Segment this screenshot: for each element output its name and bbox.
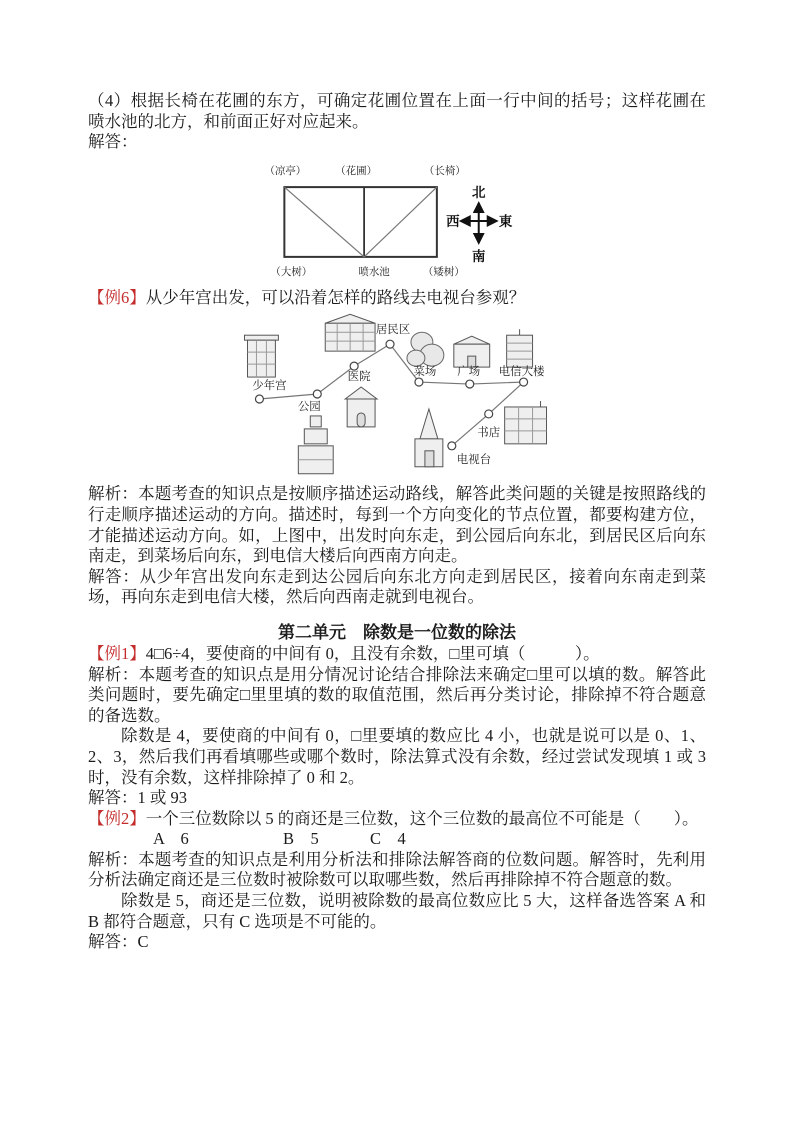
example6-label: 【例6】 xyxy=(88,287,146,307)
example1-label: 【例1】 xyxy=(88,643,146,663)
diagram-label-bigtree: （大树） xyxy=(270,266,313,278)
map-label-market: 菜场 xyxy=(413,366,437,379)
route-node xyxy=(313,390,321,398)
example2-question-text: 一个三位数除以 5 的商还是三位数，这个三位数的最高位不可能是（ ）。 xyxy=(145,808,699,828)
example2-answer: 解答：C xyxy=(88,932,149,952)
route-node xyxy=(350,362,358,370)
diagram-label-fountain: 喷水池 xyxy=(358,266,390,278)
map-label-park: 公园 xyxy=(297,401,321,414)
compass-south-label: 南 xyxy=(472,248,486,264)
option-a: A 6 xyxy=(153,829,189,849)
map-label-hospital: 医院 xyxy=(347,371,371,384)
building-park-icon xyxy=(298,416,333,474)
building-bookstore-icon xyxy=(505,401,547,444)
option-b: B 5 xyxy=(283,829,319,849)
compass-north-label: 北 xyxy=(472,184,486,200)
position-diagram-svg xyxy=(88,157,706,284)
example6-question-text: 从少年宫出发，可以沿着怎样的路线去电视台参观？ xyxy=(145,287,526,307)
building-tv-station-icon xyxy=(415,409,443,467)
example6-question xyxy=(88,288,706,309)
example2-analysis: 解析：本题考查的知识点是利用分析法和排除法解答商的位数问题。解答时，先利用分析法确定商还是三位数时被除数可以取哪些数，然后再排除掉不符合题意的数。 xyxy=(88,849,706,890)
map-label-bookstore: 书店 xyxy=(477,427,501,440)
position-diagram xyxy=(88,157,706,284)
route-node xyxy=(485,410,493,418)
diagram-label-shorttree: （矮树） xyxy=(422,266,465,278)
example1-question xyxy=(88,644,706,665)
question4-text: （4）根据长椅在花圃的东方，可确定花圃位置在上面一行中间的括号；这样花圃在喷水池的北方，和前面正好对应起来。 xyxy=(88,91,706,131)
example1-analysis: 解析：本题考查的知识点是用分情况讨论结合排除法来确定□里可以填的数。解答此类问题时，要先确定□里里填的数的取值范围，然后再分类讨论，排除掉不符合题意的备选数。 xyxy=(88,664,706,725)
building-residential-icon xyxy=(325,315,375,352)
building-youth-palace-icon xyxy=(244,336,278,378)
compass-east-label: 東 xyxy=(498,213,513,229)
park-rectangle xyxy=(284,187,437,257)
example6-answer: 解答：从少年宫出发向东走到达公园后向东北方向走到居民区，接着向东南走到菜场，再向东走到电信大楼，然后向西南走就到电视台。 xyxy=(88,566,706,607)
building-telecom-icon xyxy=(507,330,533,368)
route-node xyxy=(448,442,456,450)
map-label-tv-station: 电视台 xyxy=(456,454,492,467)
diagram-label-pavilion: （凉亭） xyxy=(264,165,307,177)
route-node xyxy=(255,395,263,403)
building-hospital-icon xyxy=(345,387,377,427)
example1-discussion: 除数是 4，要使商的中间有 0，□里要填的数应比 4 小，也就是说可以是 0、1、2、3，然后我们再看填哪些或哪个数时，除法算式没有余数，经过尝试发现填 1 或 3 时，没有余数，这样排除掉了 0 和 2。 xyxy=(88,726,707,787)
unit2-heading: 第二单元 除数是一位数的除法 xyxy=(278,622,516,642)
route-map xyxy=(88,312,706,480)
example2-discussion: 除数是 5，商还是三位数，说明被除数的最高位数应比 5 大，这样备选答案 A 和 B 都符合题意，只有 C 选项是不可能的。 xyxy=(88,891,706,931)
building-plaza-icon xyxy=(454,337,490,368)
compass-west-label: 西 xyxy=(446,213,460,229)
diagram-label-bench: （长椅） xyxy=(423,165,466,177)
market-icon xyxy=(407,333,444,367)
example2-options xyxy=(88,829,706,850)
example2-label: 【例2】 xyxy=(88,808,146,828)
diagram-label-flowerbed: （花圃） xyxy=(335,165,378,177)
route-node xyxy=(386,341,394,349)
route-node xyxy=(520,378,528,386)
example2-question xyxy=(88,809,706,830)
example1-question-text: 4□6÷4，要使商的中间有 0，且没有余数，□里可填（ ）。 xyxy=(145,643,600,663)
example6-analysis: 解析：本题考查的知识点是按顺序描述运动路线，解答此类问题的关键是按照路线的行走顺序描述运动的方向。描述时，每到一个方向变化的节点位置，都要构建方位，才能描述运动方向。如，上图中，出发时向东走，到公园后向东北，到居民区后向东南走，到菜场后向东，到电信大楼后向西南方向走。 xyxy=(88,484,706,566)
map-label-plaza: 广场 xyxy=(457,366,481,379)
map-label-residential: 居民区 xyxy=(375,324,411,337)
route-node xyxy=(415,378,423,386)
map-label-youth-palace: 少年宫 xyxy=(252,380,287,393)
map-label-telecom: 电信大楼 xyxy=(498,366,545,379)
question4-answer-label: 解答： xyxy=(88,132,138,152)
option-c: C 4 xyxy=(370,829,406,849)
route-map-svg xyxy=(88,312,706,480)
page-content xyxy=(88,91,706,953)
route-node xyxy=(466,380,474,388)
compass-icon xyxy=(446,185,513,264)
example1-answer: 解答：1 或 93 xyxy=(88,788,187,808)
